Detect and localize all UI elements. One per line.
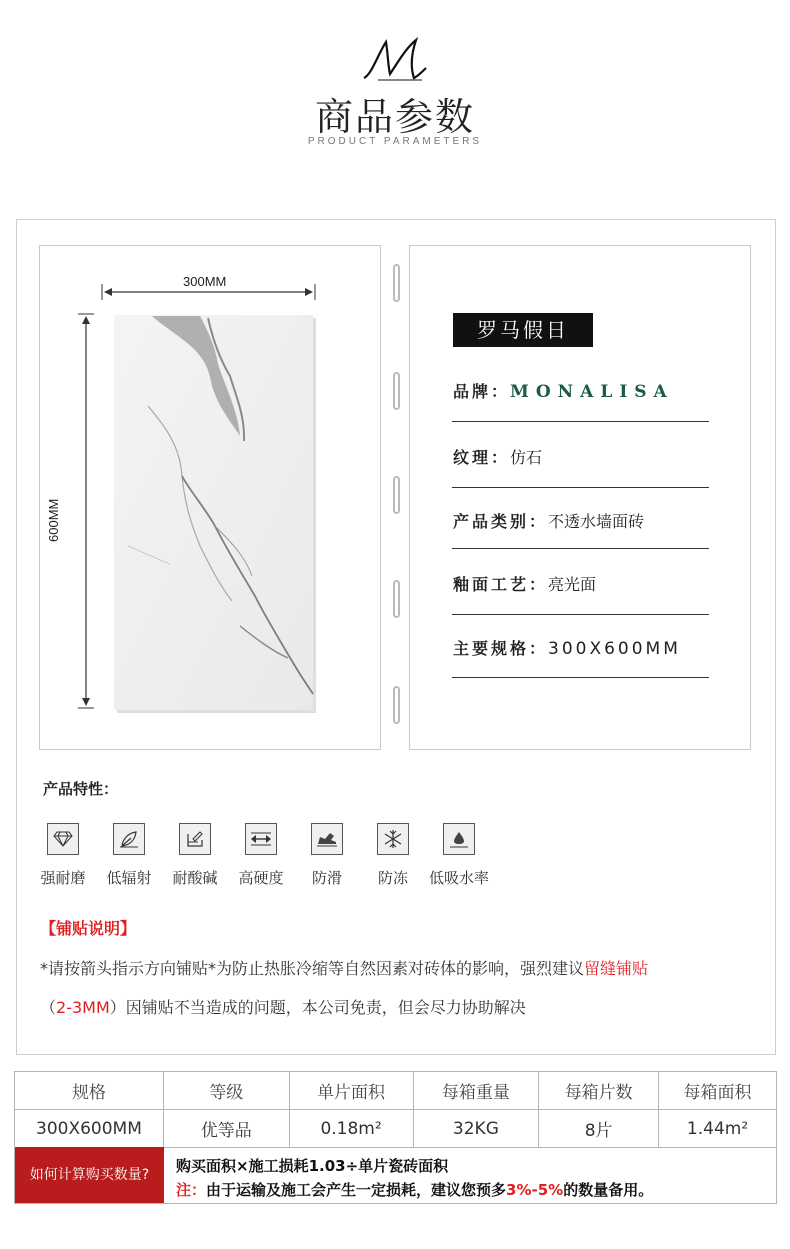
purchase-calc-box	[14, 1147, 777, 1204]
feature-label: 高硬度	[238, 869, 284, 887]
table-cell: 0.18m²	[289, 1110, 413, 1148]
feature-item	[162, 823, 228, 888]
install-title: 【铺贴说明】	[40, 919, 137, 938]
feature-label: 防滑	[311, 869, 342, 887]
width-label: 300MM	[183, 274, 227, 289]
leaf-icon	[113, 823, 145, 855]
tile-drawing	[40, 246, 382, 751]
param-glaze	[453, 572, 709, 595]
brand-value: MONALISA	[510, 382, 674, 402]
param-label: 主要规格：	[453, 639, 549, 658]
param-value: 不透水墙面砖	[548, 512, 645, 531]
param-size	[453, 636, 709, 659]
param-label: 釉面工艺：	[453, 575, 549, 594]
param-value: 300X600MM	[548, 639, 681, 659]
table-header-cell: 等级	[163, 1072, 289, 1110]
beaker-icon	[179, 823, 211, 855]
install-note-line2	[40, 995, 526, 1018]
calc-note	[176, 1179, 653, 1200]
page-subtitle: PRODUCT PARAMETERS	[307, 136, 483, 147]
feature-item	[360, 823, 426, 888]
calc-note-text: 的数量备用。	[563, 1181, 654, 1199]
feature-label: 低辐射	[106, 869, 152, 887]
binder-rings	[391, 255, 403, 745]
calc-formula: 购买面积×施工损耗1.03÷单片瓷砖面积	[176, 1157, 449, 1175]
calc-label: 如何计算购买数量?	[15, 1147, 164, 1203]
divider	[452, 548, 709, 549]
table-cell: 1.44m²	[659, 1110, 777, 1148]
install-highlight: 2-3MM	[56, 998, 110, 1017]
table-header-cell: 单片面积	[289, 1072, 413, 1110]
feature-label: 防冻	[377, 869, 408, 887]
product-name-badge: 罗马假日	[453, 313, 593, 347]
page-title: 商品参数	[314, 95, 475, 139]
droplet-icon	[443, 823, 475, 855]
feature-item	[228, 823, 294, 888]
param-label: 纹理：	[453, 448, 511, 467]
param-texture	[453, 445, 709, 468]
table-header-cell: 每箱重量	[413, 1072, 539, 1110]
table-header-cell: 每箱片数	[539, 1072, 659, 1110]
height-label: 600MM	[46, 498, 61, 542]
param-category	[453, 509, 709, 532]
param-value: 亮光面	[548, 575, 597, 594]
table-cell: 优等品	[163, 1110, 289, 1148]
table-row	[15, 1110, 777, 1148]
arrows-icon	[245, 823, 277, 855]
tile-panel	[39, 245, 381, 750]
table-header-cell: 规格	[15, 1072, 164, 1110]
table-header-cell: 每箱面积	[659, 1072, 777, 1110]
features-title: 产品特性：	[43, 780, 119, 798]
shoe-icon	[311, 823, 343, 855]
table-cell: 8片	[539, 1110, 659, 1148]
feature-label: 强耐磨	[40, 869, 86, 887]
feature-item	[426, 823, 492, 888]
table-header-row	[15, 1072, 777, 1110]
param-label: 品牌：	[453, 382, 511, 401]
spec-table	[14, 1071, 777, 1148]
divider	[452, 614, 709, 615]
feature-label: 耐酸碱	[172, 869, 218, 887]
install-text: （	[40, 998, 57, 1017]
install-text: *请按箭头指示方向铺贴*为防止热胀冷缩等自然因素对砖体的影响，强烈建议	[40, 959, 585, 978]
table-cell: 300X600MM	[15, 1110, 164, 1148]
feature-item	[96, 823, 162, 888]
feature-item	[294, 823, 360, 888]
install-highlight: 留缝铺贴	[584, 959, 649, 978]
calc-note-prefix: 注：	[176, 1181, 207, 1199]
calc-note-text: 由于运输及施工会产生一定损耗，建议您预多	[206, 1181, 507, 1199]
divider	[452, 677, 709, 678]
install-note-line1	[40, 956, 648, 979]
diamond-icon	[47, 823, 79, 855]
install-text: ）因铺贴不当造成的问题，本公司免责，但会尽力协助解决	[109, 998, 526, 1017]
param-label: 产品类别：	[453, 512, 549, 531]
calc-note-highlight: 3%-5%	[506, 1181, 564, 1199]
param-brand	[453, 379, 709, 402]
divider	[452, 421, 709, 422]
feature-label: 低吸水率	[428, 869, 489, 887]
divider	[452, 487, 709, 488]
feature-item	[30, 823, 96, 888]
brand-logo	[358, 34, 432, 84]
param-value: 仿石	[510, 448, 543, 467]
snowflake-icon	[377, 823, 409, 855]
table-cell: 32KG	[413, 1110, 539, 1148]
